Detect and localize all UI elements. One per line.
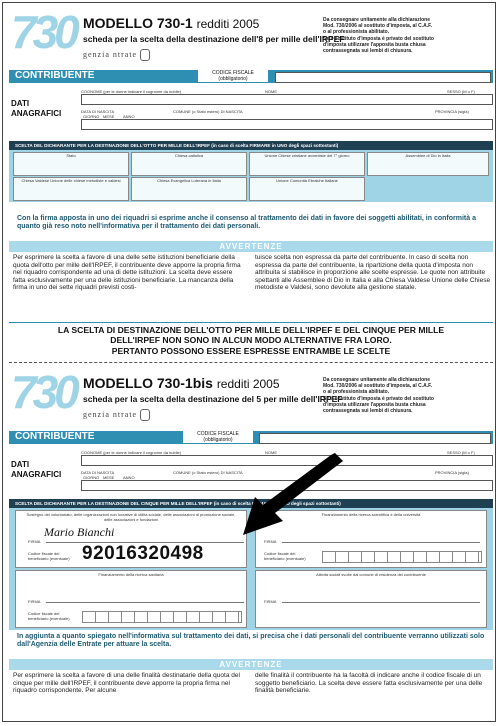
note-line: Se il sostituto d'imposta è privato del sostituto — [323, 35, 434, 42]
firma-label: FIRMA — [264, 599, 277, 604]
agency-logo — [83, 49, 153, 61]
info-note: In aggiunta a quanto spiegato nell'informativa sul trattamento dei dati, si precisa che i dati personali del contribuente verranno utilizzati solo dall'Agenzia delle Entrate per attuare la scelta. — [17, 633, 485, 649]
avvertenze-left: Per esprimere la scelta a favore di una delle sette istituzioni beneficiarie della quota dell'otto per mille dell'IRPEF, il contribuente deve apporre la propria firma nel riquadro corrispondente ad una di dette istituzioni. La scelta deve essere fatta esclusivamente per una delle istituzioni beneficiarie. La mancanza della firma in uno dei sette riquadri previsti costi- — [13, 254, 241, 292]
codice-fiscale-input[interactable] — [259, 433, 491, 444]
mese-label: MESE — [103, 475, 115, 480]
form2-title-suffix: redditi 2005 — [216, 377, 280, 391]
cf-label-text: CODICE FISCALE — [212, 70, 254, 76]
note-line: Se il sostituto d'imposta è privato del sostituto — [323, 395, 434, 402]
arrow-icon — [235, 451, 343, 539]
choice-label: Stato — [66, 153, 76, 158]
choice-label: Assemblee di Dio in Italia — [405, 153, 451, 158]
form2-notes — [323, 377, 491, 414]
choice-chiesa-luterana[interactable] — [131, 177, 247, 201]
form2-title-main: MODELLO 730-1bis — [83, 375, 213, 391]
signature: Mario Bianchi — [44, 525, 115, 539]
cf-beneficiario-label: Codice fiscale del beneficiario (eventuale) — [28, 551, 70, 561]
section-label: CONTRIBUENTE — [15, 70, 95, 81]
cf-beneficiario-input[interactable] — [322, 551, 482, 563]
note-line: contrassegnata sui lembi di chiusura. — [323, 48, 413, 55]
nome-label: NOME — [265, 89, 277, 94]
agency-logo — [83, 409, 153, 421]
emblem-icon — [140, 409, 150, 421]
form2-title — [83, 375, 280, 391]
emblem-icon — [140, 49, 150, 61]
form1-title — [83, 15, 259, 31]
choice-title: Attività sociali svolte dal comune di residenza del contribuente — [316, 572, 426, 577]
form1-subtitle: scheda per la scelta della destinazione dell'8 per mille dell'IRPEF — [83, 34, 345, 44]
choice-bar-8x1000: SCELTA DEL DICHIARANTE PER LA DESTINAZIONE DELL'OTTO PER MILLE DELL'IRPEF (in caso di scelta FIRMARE in UNO degli spazi sottostanti) — [9, 141, 493, 150]
cf-beneficiario-label: Codice fiscale del beneficiario (eventuale) — [264, 551, 306, 561]
cf-label — [198, 70, 268, 82]
dati-label: DATI — [11, 99, 30, 108]
mese-label: MESE — [103, 114, 115, 119]
form2-subtitle: scheda per la scelta della destinazione del 5 per mille dell'IRPEF — [83, 394, 343, 404]
logo-730: 730 — [11, 6, 76, 58]
consent-text: Con la firma apposta in uno dei riquadri si esprime anche il consenso al trattamento dei dati in favore dei soggetti abilitati, in conformità a quanto già reso noto nell'informativa per il trattamento dei dati personali. — [17, 215, 476, 231]
cognome-label: COGNOME (per le donne indicare il cognome da nubile) — [81, 89, 182, 94]
codice-fiscale-input[interactable] — [275, 72, 491, 83]
firma-label: FIRMA — [28, 599, 41, 604]
avvertenze-header: AVVERTENZE — [9, 659, 493, 670]
agency-logo-text: genzia ntrate — [83, 409, 138, 419]
sesso-label: SESSO (M o F) — [447, 450, 475, 455]
choice-label: Unione Comunità Ebraiche Italiane — [276, 178, 338, 183]
note-line: d'imposta utilizzare l'apposita busta chiusa — [323, 401, 426, 408]
cf-beneficiario-label: Codice fiscale del beneficiario (eventuale) — [28, 611, 70, 621]
choice-label: Chiesa Valdese Unione delle chiese metodiste e valdesi — [21, 178, 121, 183]
firma-line — [282, 602, 480, 603]
notice-line: DELL'IRPEF NON SONO IN ALCUN MODO ALTERNATIVE FRA LORO. — [110, 335, 392, 346]
provincia-label: PROVINCIA (sigla) — [435, 109, 469, 114]
choice-ricerca-sanitaria[interactable] — [15, 570, 247, 628]
choice-chiesa-cattolica[interactable] — [131, 152, 247, 176]
avvertenze-right: tuisce scelta non espressa da parte del contribuente. In caso di scelta non espressa da parte del contribuente, la ripartizione della quota d'imposta non attribuita si stabilisce in proporzione alle scelte espresse. Le quote non attribuite spettanti alle Assemblee di Dio in Italia e alla Chiesa Valdese Unione delle Chiese metodiste e Valdesi, sono devolute alla gestione statale. — [255, 254, 491, 292]
note-line: d'imposta utilizzare l'apposita busta chiusa — [323, 41, 426, 48]
firma-line — [282, 542, 480, 543]
note-line: o al professionista abilitato. — [323, 389, 390, 396]
choice-assemblee-di-dio[interactable] — [367, 152, 489, 176]
avvertenze-right: delle finalità il contribuente ha la facoltà di indicare anche il codice fiscale di un soggetto beneficiario. La scelta deve essere fatta esclusivamente per una delle finalità beneficiarie. — [255, 672, 483, 695]
cut-line — [9, 362, 493, 364]
dati-label: DATI — [11, 460, 30, 469]
cf-sub-text: (obbligatorio) — [203, 437, 233, 443]
note-line: Mod. 730/2006 al sostituto d'imposta, al C.A.F. — [323, 383, 432, 390]
divider — [9, 322, 493, 323]
choice-title: Finanziamento della ricerca scientifica e della università — [321, 512, 421, 517]
firma-line — [46, 602, 244, 603]
middle-notice — [9, 325, 493, 356]
nome-label: NOME — [265, 450, 277, 455]
giorno-label: GIORNO — [83, 475, 100, 480]
cognome-nome-input[interactable] — [81, 94, 493, 105]
choice-avventisti[interactable] — [249, 152, 365, 176]
data-nascita-label: DATA DI NASCITA — [81, 109, 115, 114]
avvertenze-left: Per esprimere la scelta a favore di una delle finalità destinatarie della quota del cinque per mille dell'IRPEF, il contribuente deve apporre la propria firma nel riquadro corrispondente. Per alcune — [13, 672, 240, 695]
giorno-label: GIORNO — [83, 114, 100, 119]
choice-label: Chiesa Evangelica Luterana in Italia — [157, 178, 221, 183]
choice-volontariato[interactable] — [15, 510, 247, 568]
comune-label: COMUNE (o Stato estero) DI NASCITA — [173, 470, 243, 475]
firma-label: FIRMA — [264, 539, 277, 544]
comune-label: COMUNE (o Stato estero) DI NASCITA — [173, 109, 243, 114]
choice-label: Unione Chiese cristiane avventiste del 7° giorno — [264, 153, 350, 158]
provincia-label: PROVINCIA (sigla) — [435, 470, 469, 475]
choice-title: Sostegno del volontariato, delle organizzazioni non lucrative di utilità sociale, delle associazioni di promozione sociale, delle associazioni e fondazioni — [26, 512, 236, 522]
choice-label: Chiesa cattolica — [174, 153, 204, 158]
choice-chiesa-valdese[interactable] — [13, 177, 129, 201]
cf-sub-text: (obbligatorio) — [218, 76, 248, 82]
note-line: o al professionista abilitato. — [323, 29, 390, 36]
notice-line: LA SCELTA DI DESTINAZIONE DELL'OTTO PER MILLE DELL'IRPEF E DEL CINQUE PER MILLE — [57, 325, 445, 335]
cf-label-text: CODICE FISCALE — [197, 431, 239, 437]
choice-bar-5x1000: SCELTA DEL DICHIARANTE PER LA DESTINAZIONE DEL CINQUE PER MILLE DELL'IRPEF (in caso di scelta FIRMARE in UNO degli spazi sottostanti) — [9, 499, 493, 508]
choice-title: Finanziamento della ricerca sanitaria — [98, 572, 164, 577]
anno-label: ANNO — [123, 475, 135, 480]
data-nascita-label: DATA DI NASCITA — [81, 470, 115, 475]
form1-title-suffix: redditi 2005 — [196, 17, 260, 31]
logo-730: 730 — [11, 366, 76, 418]
nascita-input[interactable] — [81, 119, 493, 130]
avvertenze-header: AVVERTENZE — [9, 241, 493, 252]
choice-comunita-ebraiche[interactable] — [249, 177, 365, 201]
anno-label: ANNO — [123, 114, 135, 119]
note-line: contrassegnata sui lembi di chiusura. — [323, 408, 413, 415]
anagrafici-label: ANAGRAFICI — [11, 470, 62, 479]
choice-attivita-sociali-comune[interactable] — [255, 570, 487, 628]
cognome-label: COGNOME (per le donne indicare il cognome da nubile) — [81, 450, 182, 455]
anagrafici-label: ANAGRAFICI — [11, 109, 62, 118]
cf-beneficiario-input[interactable] — [82, 611, 242, 623]
form1-title-main: MODELLO 730-1 — [83, 15, 193, 31]
choice-stato[interactable] — [13, 152, 129, 176]
cf-label — [183, 431, 253, 443]
form1-notes — [323, 17, 491, 54]
section-label: CONTRIBUENTE — [15, 431, 95, 442]
dati-anagrafici-label — [11, 460, 61, 480]
note-line: Da consegnare unitamente alla dichiarazione — [323, 17, 430, 23]
sesso-label: SESSO (M o F) — [447, 89, 475, 94]
beneficiary-cf-value: 92016320498 — [82, 543, 204, 564]
agency-logo-text: genzia ntrate — [83, 49, 138, 59]
firma-label: FIRMA — [28, 539, 41, 544]
dati-anagrafici-label — [11, 99, 61, 119]
note-line: Mod. 730/2006 al sostituto d'imposta, al C.A.F. — [323, 23, 432, 30]
form-page — [2, 2, 496, 722]
note-line: Da consegnare unitamente alla dichiarazione — [323, 377, 430, 383]
notice-line: PERTANTO POSSONO ESSERE ESPRESSE ENTRAMBE LE SCELTE — [111, 345, 391, 356]
